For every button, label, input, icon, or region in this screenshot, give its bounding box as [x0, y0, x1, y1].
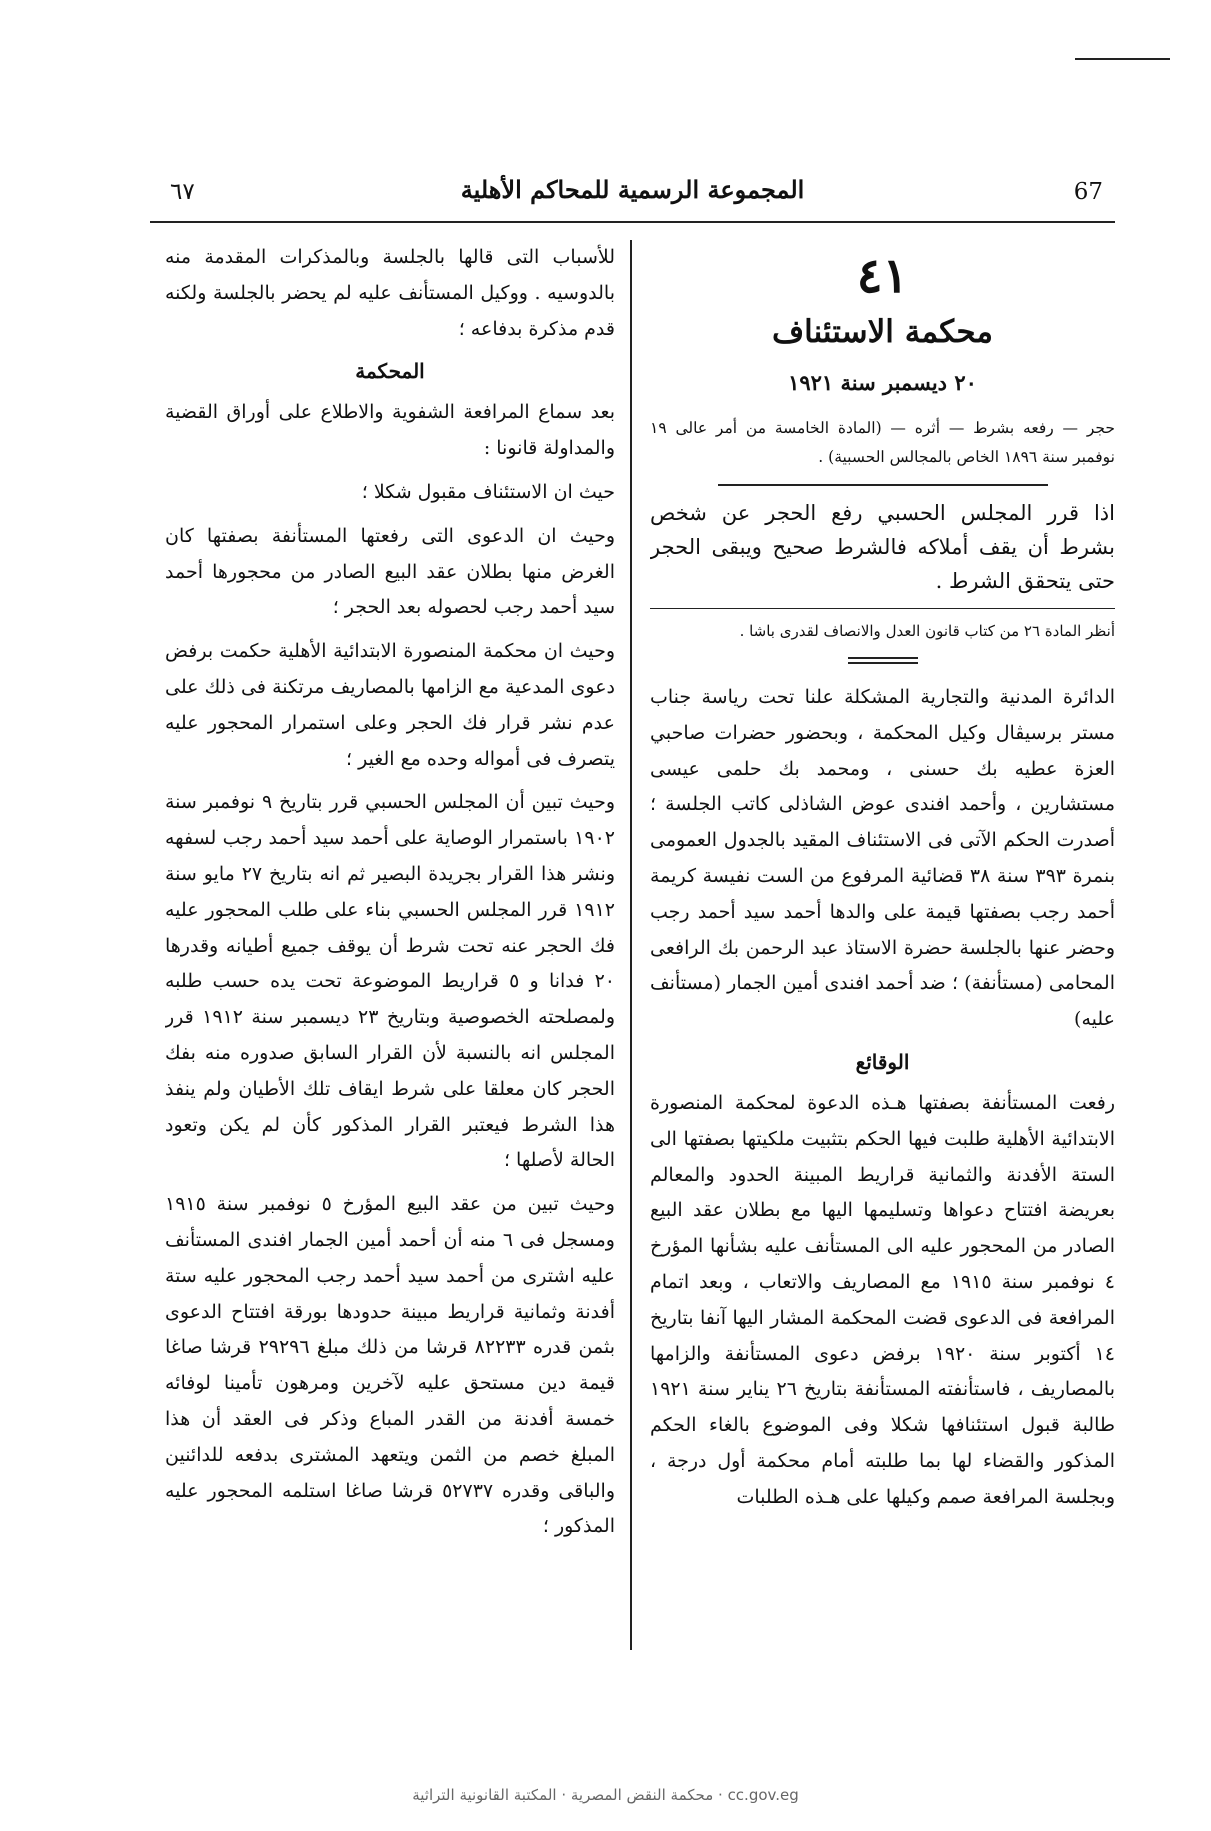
footer-watermark: cc.gov.eg · محكمة النقض المصرية · المكتبة القانونية التراثية: [412, 1786, 799, 1804]
reference-note: أنظر المادة ٢٦ من كتاب قانون العدل والانصاف لقدرى باشا .: [739, 622, 1115, 640]
page-number-latin: 67: [1073, 179, 1103, 205]
reasoning-paragraph: وحيث ان محكمة المنصورة الابتدائية الأهلية حكمت برفض دعوى المدعية مع الزامها بالمصاريف مرتكنة فى ذلك على عدم نشر قرار فك الحجر وعلى استمرار المحجور عليه يتصرف فى أمواله وحده مع الغير ؛: [165, 640, 615, 770]
court-name: محكمة الاستئناف: [772, 314, 993, 350]
facts-paragraph: رفعت المستأنفة بصفتها هـذه الدعوة لمحكمة المنصورة الابتدائية الأهلية طلبت فيها الحكم بتثبيت ملكيتها بصفتها الى الستة الأفدنة والثمانية قراريط المبينة الحدود والمعالم بعريضة افتتاح دعواها وتسليمها اليها مع بطلان عقد البيع الصادر من المحجور عليه الى المستأنف عليه بشأنها المؤرخ ٤ نوفمبر سنة ١٩١٥ مع المصاريف والاتعاب ، وبعد اتمام المرافعة فى الدعوى قضت المحكمة المشار اليها آنفا بتاريخ ١٤ أكتوبر سنة ١٩٢٠ برفض دعوى المستأنفة والزامها بالمصاريف ، فاستأنفته المستأنفة بتاريخ ٢٦ يناير سنة ١٩٢١ طالبة قبول استئنافها شكلا وفى الموضوع بالغاء الحكم المذكور والقضاء لها بما طلبته أمام محكمة أول درجة ، وبجلسة المرافعة صمم وكيلها على هـذه الطلبات: [650, 1091, 1115, 1508]
publication-title: المجموعة الرسمية للمحاكم الأهلية: [460, 175, 805, 204]
reasoning-paragraph: وحيث ان الدعوى التى رفعتها المستأنفة بصفتها كان الغرض منها بطلان عقد البيع الصادر من محجورها أحمد سيد أحمد رجب لحصوله بعد الحجر ؛: [165, 524, 615, 619]
intro-paragraph: للأسباب التى قالها بالجلسة وبالمذكرات المقدمة منه بالدوسيه . ووكيل المستأنف عليه لم يحضر بالجلسة ولكنه قدم مذكرة بدفاعه ؛: [165, 246, 615, 340]
left-column: [165, 240, 615, 1660]
judgment-date: ٢٠ ديسمبر سنة ١٩٢١: [788, 370, 977, 395]
page-header: [150, 175, 1115, 215]
page-number-arabic: ٦٧: [170, 179, 195, 205]
legal-principle: اذا قرر المجلس الحسبي رفع الحجر عن شخص بشرط أن يقف أملاكه فالشرط صحيح ويبقى الحجر حتى يتحقق الشرط .: [650, 501, 1115, 593]
divider: [718, 484, 1048, 486]
facts-heading: الوقائع: [855, 1049, 910, 1074]
case-number: ٤١: [856, 248, 909, 304]
double-divider: [848, 657, 918, 664]
reasoning-paragraph: حيث ان الاستئناف مقبول شكلا ؛: [361, 480, 615, 503]
court-heading: المحكمة: [355, 359, 425, 384]
court-composition-paragraph: الدائرة المدنية والتجارية المشكلة علنا تحت رياسة جناب مستر برسيڤال وكيل المحكمة ، وبحضور حضرات صاحبي العزة عطيه بك حسنى ، ومحمد بك حلمى عيسى مستشارين ، وأحمد افندى عوض الشاذلى كاتب الجلسة ؛ أصدرت الحكم الآتى فى الاستئناف المقيد بالجدول العمومى بنمرة ٣٩٣ سنة ٣٨ قضائية المرفوع من الست نفيسة كريمة أحمد رجب بصفتها قيمة على والدها أحمد سيد أحمد رجب وحضر عنها بالجلسة حضرة الاستاذ عبد الرحمن بك الرافعى المحامى (مستأنفة) ؛ ضد أحمد افندى أمين الجمار (مستأنف عليه): [650, 686, 1115, 1031]
corner-rule: [1075, 58, 1170, 60]
reasoning-paragraph: وحيث تبين أن المجلس الحسبي قرر بتاريخ ٩ نوفمبر سنة ١٩٠٢ باستمرار الوصاية على أحمد سيد أحمد رجب لسفهه ونشر هذا القرار بجريدة البصير ثم انه بتاريخ ٢٧ مايو سنة ١٩١٢ قرر المجلس الحسبي بناء على طلب المحجور عليه فك الحجر عنه تحت شرط أن يوقف جميع أطيانه وقدرها ٢٠ فدانا و ٥ قراريط الموضوعة تحت يده حسب طلبه ولمصلحته الخصوصية وبتاريخ ٢٣ ديسمبر سنة ١٩١٢ قرر المجلس انه بالنسبة لأن القرار السابق صدوره منه بفك الحجر كان معلقا على شرط ايقاف تلك الأطيان ولم ينفذ هذا الشرط فيعتبر القرار المذكور كأن لم يكن وتعود الحالة لأصلها ؛: [165, 791, 615, 1172]
divider: [650, 608, 1115, 609]
right-column: [650, 240, 1115, 1660]
keywords: حجر — رفعه بشرط — أثره — (المادة الخامسة من أمر عالى ١٩ نوفمبر سنة ١٨٩٦ الخاص بالمجالس الحسبية) .: [650, 419, 1115, 466]
header-rule: [150, 221, 1115, 223]
reasoning-paragraph: بعد سماع المرافعة الشفوية والاطلاع على أوراق القضية والمداولة قانونا :: [165, 401, 615, 460]
column-divider: [630, 240, 632, 1650]
reasoning-paragraph: وحيث تبين من عقد البيع المؤرخ ٥ نوفمبر سنة ١٩١٥ ومسجل فى ٦ منه أن أحمد أمين الجمار افندى المستأنف عليه اشترى من أحمد سيد أحمد رجب المحجور عليه ستة أفدنة وثمانية قراريط مبينة حدودها بورقة افتتاح الدعوى بثمن قدره ٨٢٢٣٣ قرشا من ذلك مبلغ ٢٩٢٩٦ قرشا صاغا قيمة دين مستحق عليه لآخرين ومرهون تأمينا لوفائه خمسة أفدنة من القدر المباع وذكر فى العقد أن هذا المبلغ خصم من الثمن ويتعهد المشترى بدفعه للدائنين والباقى وقدره ٥٢٧٣٧ قرشا صاغا استلمه المحجور عليه المذكور ؛: [165, 1193, 615, 1538]
